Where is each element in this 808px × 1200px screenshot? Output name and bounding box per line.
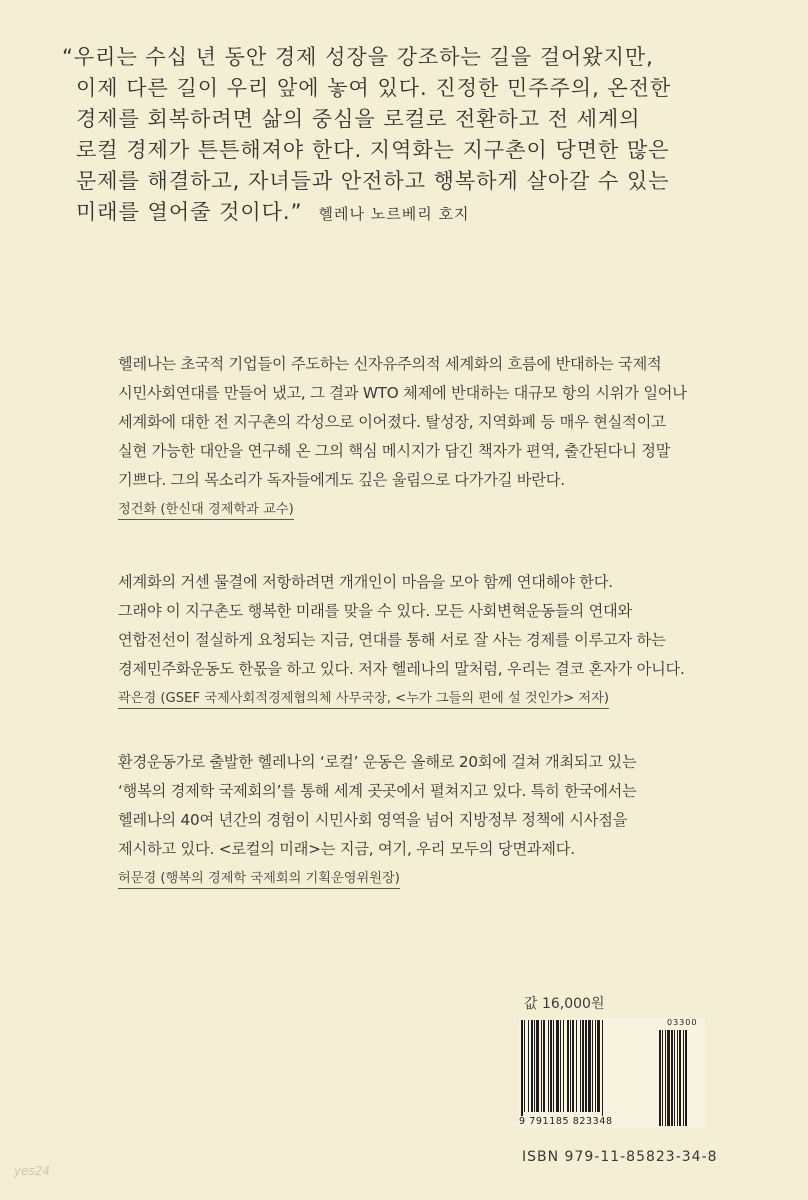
quote-author: 헬레나 노르베리 호지	[318, 205, 470, 223]
barcode-addon-bar	[679, 1030, 681, 1126]
barcode-addon-bar	[677, 1030, 678, 1126]
barcode-bar	[582, 1020, 584, 1112]
quote-last-line	[62, 197, 702, 230]
barcode-bar	[541, 1020, 542, 1112]
barcode-bar	[550, 1020, 552, 1112]
barcode-bar	[531, 1020, 533, 1112]
endorsement-blurb	[118, 350, 758, 520]
barcode-bar	[560, 1020, 561, 1112]
epigraph-quote	[62, 42, 702, 230]
isbn-number: ISBN 979-11-85823-34-8	[522, 1149, 718, 1165]
price-label: 값 16,000원	[524, 996, 605, 1012]
barcode-digits: 9 791185 823348	[519, 1116, 613, 1127]
barcode-addon-bar	[665, 1030, 666, 1126]
blurb-line: ‘행복의 경제학 국제회의’를 통해 세계 곳곳에서 펼쳐지고 있다. 특히 한국에서는	[118, 782, 637, 800]
watermark-logo: yes24	[14, 1164, 51, 1178]
blurb-line: 제시하고 있다. <로컬의 미래>는 지금, 여기, 우리 모두의 당면과제다.	[118, 840, 575, 858]
quote-line: 미래를 열어줄 것이다.”	[76, 200, 303, 224]
barcode-bar	[524, 1020, 525, 1112]
blurb-line: 연합전선이 절실하게 요청되는 지금, 연대를 통해 서로 잘 사는 경제를 이루고자 하는	[118, 631, 666, 649]
barcode-bar	[576, 1020, 577, 1112]
barcode-addon-bar	[662, 1030, 663, 1126]
blurb-line: 헬레나는 초국적 기업들이 주도하는 신자유주의적 세계화의 흐름에 반대하는 국제적	[118, 355, 662, 373]
quote-line: 경제를 회복하려면 삶의 중심을 로컬로 전환하고 전 세계의	[76, 107, 641, 131]
barcode-bar	[536, 1020, 539, 1112]
quote-line: “우리는 수십 년 동안 경제 성장을 강조하는 길을 걸어왔지만,	[62, 45, 654, 69]
blurb-signature: 곽은경 (GSEF 국제사회적경제협의체 사무국장, <누가 그들의 편에 설 것인가> 저자)	[118, 687, 609, 709]
barcode-bar	[534, 1020, 535, 1112]
barcode-bar	[543, 1020, 545, 1112]
barcode-bar	[580, 1020, 581, 1112]
quote-line: 이제 다른 길이 우리 앞에 놓여 있다. 진정한 민주주의, 온전한	[76, 76, 672, 100]
barcode-addon-bar	[683, 1030, 684, 1126]
blurb-line: 시민사회연대를 만들어 냈고, 그 결과 WTO 체제에 반대하는 대규모 항의 시위가 일어나	[118, 384, 687, 402]
blurb-line: 헬레나의 40여 년간의 경험이 시민사회 영역을 넘어 지방정부 정책에 시사점을	[118, 811, 628, 829]
isbn-barcode	[519, 1018, 705, 1128]
barcode-bar	[602, 1020, 603, 1116]
barcode-bar	[567, 1020, 569, 1112]
quote-line: 문제를 해결하고, 자녀들과 안전하고 행복하게 살아갈 수 있는	[76, 169, 670, 193]
barcode-addon-bar	[667, 1030, 670, 1126]
blurb-signature: 허문경 (행복의 경제학 국제회의 기획운영위원장)	[118, 867, 400, 889]
barcode-addon-bar	[685, 1030, 687, 1126]
barcode-addon-bar	[674, 1030, 675, 1126]
barcode-bar	[548, 1020, 549, 1112]
barcode-addon-number: 03300	[667, 1018, 698, 1027]
barcode-bar	[570, 1020, 571, 1112]
barcode-addon-bar	[659, 1030, 661, 1126]
barcode-bar	[572, 1020, 574, 1112]
barcode-bar	[585, 1020, 587, 1112]
barcode-bar	[563, 1020, 564, 1112]
blurb-line: 세계화에 대한 전 지구촌의 각성으로 이어졌다. 탈성장, 지역화폐 등 매우 현실적이고	[118, 413, 666, 431]
barcode-bar	[595, 1020, 596, 1112]
blurb-line: 환경운동가로 출발한 헬레나의 ‘로컬’ 운동은 올해로 20회에 걸쳐 개최되고 있는	[118, 753, 637, 771]
blurb-line: 세계화의 거센 물결에 저항하려면 개개인이 마음을 모아 함께 연대해야 한다.	[118, 573, 613, 591]
blurb-signature: 정건화 (한신대 경제학과 교수)	[118, 498, 294, 520]
barcode-addon-bar	[671, 1030, 673, 1126]
barcode-bar	[553, 1020, 554, 1112]
barcode-bar	[556, 1020, 559, 1112]
barcode-bar	[592, 1020, 593, 1112]
quote-line: 로컬 경제가 튼튼해져야 한다. 지역화는 지구촌이 당면한 많은	[76, 138, 670, 162]
blurb-line: 경제민주화운동도 한몫을 하고 있다. 저자 헬레나의 말처럼, 우리는 결코 혼자가 아니다.	[118, 660, 685, 678]
blurb-line: 기쁘다. 그의 목소리가 독자들에게도 깊은 울림으로 다가가길 바란다.	[118, 471, 565, 489]
blurb-line: 실현 가능한 대안을 연구해 온 그의 핵심 메시지가 담긴 책자가 편역, 출간된다니 정말	[118, 442, 671, 460]
endorsement-blurb	[118, 748, 758, 889]
barcode-bar	[588, 1020, 591, 1112]
barcode-bar	[521, 1020, 523, 1116]
blurb-line: 그래야 이 지구촌도 행복한 미래를 맞을 수 있다. 모든 사회변혁운동들의 연대와	[118, 602, 632, 620]
barcode-bar	[597, 1020, 600, 1112]
endorsement-blurb	[118, 568, 758, 709]
barcode-bar	[528, 1020, 529, 1112]
